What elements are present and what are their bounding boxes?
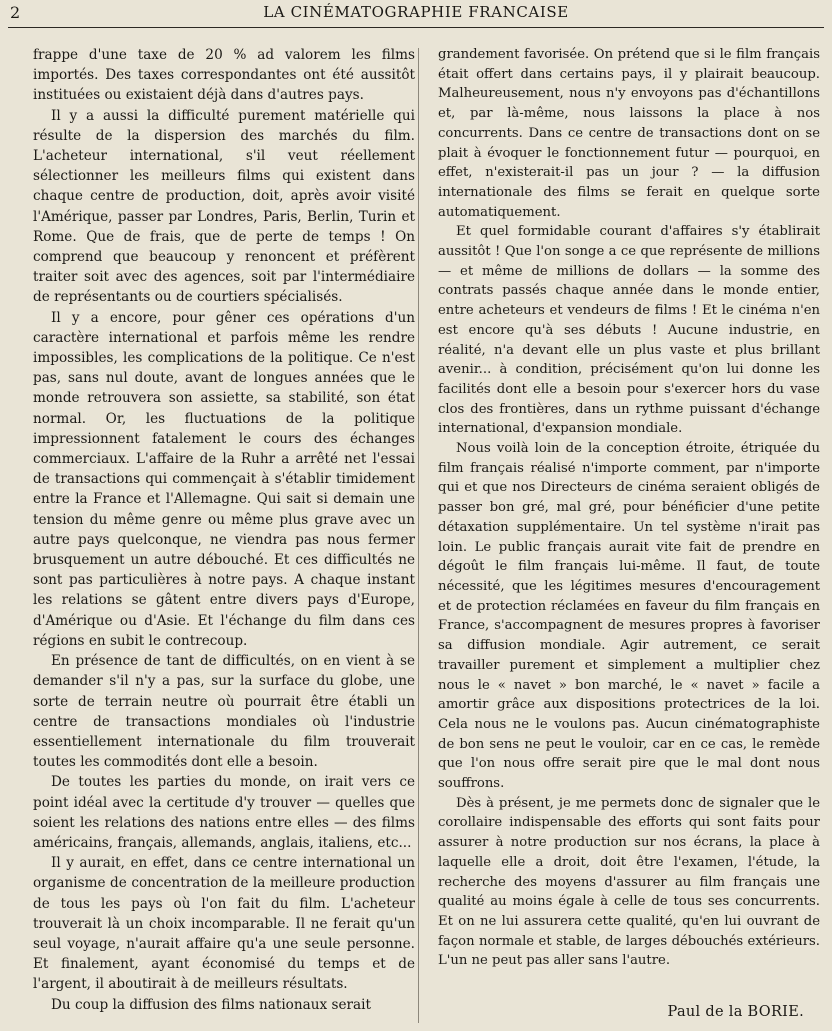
running-title: LA CINÉMATOGRAPHIE FRANCAISE xyxy=(263,3,569,21)
author-signature: Paul de la BORIE. xyxy=(667,1004,804,1020)
column-divider xyxy=(418,48,419,1023)
article-paragraph: Il y a aussi la difficulté purement matérielle qui résulte de la dispersion des marchés du film. L'acheteur international, s'il veut réellement sélectionner les meilleurs films qui existent dans chaque centre de production, doit, après avoir visité l'Amérique, passer par Londres, Paris, Berlin, Turin et Rome. Que de frais, que de perte de temps ! On comprend que beaucoup y renoncent et préfèrent traiter soit avec des agences, soit par l'intermédiaire de représentants ou de courtiers spécialisés. xyxy=(33,107,415,306)
left-column xyxy=(33,45,415,1015)
article-paragraph: frappe d'une taxe de 20 % ad valorem les films importés. Des taxes correspondantes ont été aussitôt instituées ou existaient déjà dans d'autres pays. xyxy=(33,47,415,104)
article-paragraph: Il y aurait, en effet, dans ce centre international un organisme de concentration de la meilleure production de tous les pays où l'on fait du film. L'acheteur trouverait là un choix incomparable. Il ne ferait qu'un seul voyage, n'aurait affaire qu'a une seule personne. Et finalement, ayant économisé du temps et de l'argent, il aboutirait à de meilleurs résultats. xyxy=(33,855,415,993)
header-rule xyxy=(8,27,824,28)
article-paragraph: Nous voilà loin de la conception étroite, étriquée du film français réalisé n'importe comment, par n'importe qui et que nos Directeurs de cinéma seraient obligés de passer bon gré, mal gré, pour bénéficier d'une petite détaxation supplémentaire. Un tel système n'irait pas loin. Le public français aurait vite fait de prendre en dégoût le film français lui-même. Il faut, de toute nécessité, que les légitimes mesures d'encouragement et de protection réclamées en faveur du film français en France, s'accompagnent de mesures propres à favoriser sa diffusion mondiale. Agir autrement, ce serait travailler purement et simplement a multiplier chez nous le « navet » bon marché, le « navet » facile a amortir grâce aux dispositions protectrices de la loi. Cela nous ne le voulons pas. Aucun cinématographiste de bon sens ne peut le vouloir, car en ce cas, le remède que l'on nous offre serait pire que le mal dont nous souffrons. xyxy=(438,441,820,792)
article-paragraph: Il y a encore, pour gêner ces opérations d'un caractère international et parfois même les rendre impossibles, les complications de la politique. Ce n'est pas, sans nul doute, avant de longues années que le monde retrouvera son assiette, sa stabilité, son état normal. Or, les fluctuations de la politique impressionnent fatalement le cours des échanges commerciaux. L'affaire de la Ruhr a arrêté net l'essai de transactions qui commençait à s'établir timidement entre la France et l'Allemagne. Qui sait si demain une tension du même genre ou même plus grave avec un autre pays quelconque, ne viendra pas nous fermer brusquement un autre débouché. Et ces difficultés ne sont pas particulières à notre pays. A chaque instant les relations se gâtent entre divers pays d'Europe, d'Amérique ou d'Asie. Et l'échange du film dans ces régions en subit le contrecoup. xyxy=(33,309,415,649)
article-paragraph: En présence de tant de difficultés, on en vient à se demander s'il n'y a pas, sur la surface du globe, une sorte de terrain neutre où pourrait être établi un centre de transactions mondiales où l'industrie essentiellement internationale du film trouverait toutes les commodités dont elle a besoin. xyxy=(33,653,415,771)
page-number: 2 xyxy=(10,3,21,22)
article-paragraph: Du coup la diffusion des films nationaux serait xyxy=(51,996,371,1013)
article-paragraph: grandement favorisée. On prétend que si le film français était offert dans certains pays, il y plairait beaucoup. Malheureusement, nous n'y envoyons pas d'échantillons et, par là-même, nous laissons la place à nos concurrents. Dans ce centre de transactions dont on se plait à évoquer le fonctionnement futur — pourquoi, en effet, n'existerait-il pas un jour ? — la diffusion internationale des films se ferait en quelque sorte automatiquement. xyxy=(438,47,820,220)
right-column xyxy=(438,45,820,971)
page-header xyxy=(0,0,832,28)
article-paragraph: Dès à présent, je me permets donc de signaler que le corollaire indispensable des efforts qui sont faits pour assurer à notre production sur nos écrans, la place à laquelle elle a droit, doit être l'examen, l'étude, la recherche des moyens d'assurer au film français une qualité au moins égale à celle de tous ses concurrents. Et on ne lui assurera cette qualité, qu'en lui ouvrant de façon normale et stable, de larges débouchés extérieurs. L'un ne peut pas aller sans l'autre. xyxy=(438,795,820,969)
article-paragraph: Et quel formidable courant d'affaires s'y établirait aussitôt ! Que l'on songe a ce que représente de millions — et même de millions de dollars — la somme des contrats passés chaque année dans le monde entier, entre acheteurs et vendeurs de films ! Et le cinéma n'en est encore qu'à ses débuts ! Aucune industrie, en réalité, n'a devant elle un plus vaste et plus brillant avenir... à condition, précisément qu'on lui donne les facilités dont elle a besoin pour s'exercer hors du vase clos des frontières, dans un rythme puissant d'échange international, d'expansion mondiale. xyxy=(438,224,820,437)
article-paragraph: De toutes les parties du monde, on irait vers ce point idéal avec la certitude d'y trouver — quelles que soient les relations des nations entre elles — des films américains, français, allemands, anglais, italiens, etc... xyxy=(33,774,415,851)
